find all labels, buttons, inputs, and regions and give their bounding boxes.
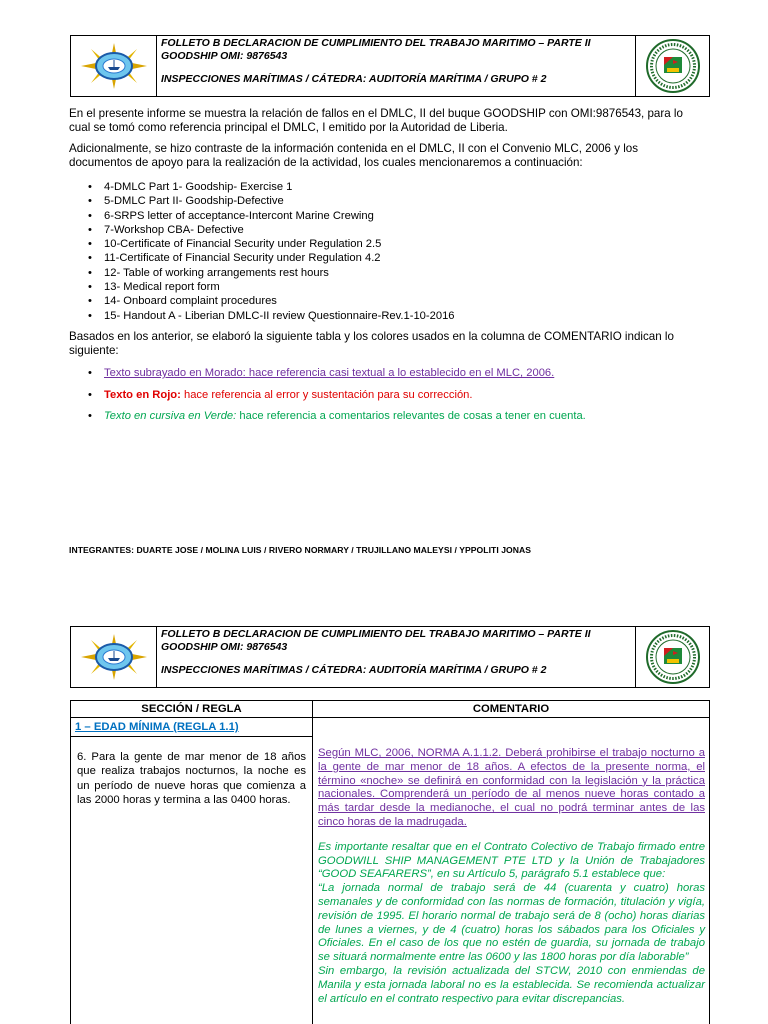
header-text xyxy=(157,36,636,96)
document-list xyxy=(88,180,455,323)
page-header xyxy=(70,35,710,97)
list-item: • 6-SRPS letter of acceptance-Intercont Marine Crewing xyxy=(88,209,455,223)
list-item: • 4-DMLC Part 1- Goodship- Exercise 1 xyxy=(88,180,455,194)
compliance-table xyxy=(70,700,710,1024)
list-item: • 11-Certificate of Financial Security under Regulation 4.2 xyxy=(88,251,455,265)
compass-logo-icon xyxy=(79,41,149,91)
table-row xyxy=(71,718,710,1024)
list-item: • 14- Onboard complaint procedures xyxy=(88,294,455,308)
column-header-comment: COMENTARIO xyxy=(313,701,710,718)
header-subtitle: INSPECCIONES MARÍTIMAS / CÁTEDRA: AUDITORÍA MARÍTIMA / GRUPO # 2 xyxy=(161,73,547,85)
intro-paragraph-2: Adicionalmente, se hizo contraste de la información contenida en el DMLC, II con el Convenio MLC, 2006 y los documentos de apoyo para la realización de la actividad, los cuales mencionaremos a continuación: xyxy=(69,142,639,170)
school-seal-icon xyxy=(645,629,701,685)
header-ship: GOODSHIP OMI: 9876543 xyxy=(161,49,288,62)
list-item: • 15- Handout A - Liberian DMLC-II review Questionnaire-Rev.1-10-2016 xyxy=(88,309,455,323)
header-title: FOLLETO B DECLARACION DE CUMPLIMIENTO DEL TRABAJO MARITIMO – PARTE II xyxy=(161,628,591,640)
intro-paragraph-1: En el presente informe se muestra la relación de fallos en el DMLC, II del buque GOODSHIP con OMI:9876543, para lo cual se tomó como referencia principal el DMLC, I emitido por la Autoridad de Liberia. xyxy=(69,107,683,135)
seal-cell xyxy=(636,627,709,687)
logo-cell xyxy=(71,36,157,96)
section-title: 1 – EDAD MÍNIMA (REGLA 1.1) xyxy=(71,718,312,737)
list-item: • 13- Medical report form xyxy=(88,280,455,294)
comment-note: Es importante resaltar que en el Contrato Colectivo de Trabajo firmado entre GOODWILL SHIP MANAGEMENT PTE LTD y la Unión de Trabajadores “GOOD SEAFARERS”, en su Artículo 5, parágrafo 5.1 establece que: “La jornada normal de trabajo será de 44 (cuarenta y cuatro) horas semanales y de conformidad con las normas de formación, titulación y vigía, revisión de 1995. El horario normal de trabajo será de 8 (ocho) horas diarias de lunes a viernes, y de 4 (cuatro) horas los sábados para los Oficiales y Oficiales. En el caso de los que no estén de guardia, su jornada de trabajo se situará normalmente entre las 0600 y las 1800 horas por día laborable” Sin embargo, la revisión actualizada del STCW, 2010 con enmiendas de Manila y esta jornada laboral no es la establecida. Se recomienda actualizar el artículo en el contrato respectivo para evitar discrepancias. xyxy=(318,840,705,1005)
header-subtitle: INSPECCIONES MARÍTIMAS / CÁTEDRA: AUDITORÍA MARÍTIMA / GRUPO # 2 xyxy=(161,664,547,676)
header-title: FOLLETO B DECLARACION DE CUMPLIMIENTO DEL TRABAJO MARITIMO – PARTE II xyxy=(161,37,591,49)
list-item: • 7-Workshop CBA- Defective xyxy=(88,223,455,237)
section-text: 6. Para la gente de mar menor de 18 años que realiza trabajos nocturnos, la noche es un período de nueve horas que comienza a las 2000 horas y termina a las 0400 horas. xyxy=(77,751,306,806)
comment-cell xyxy=(313,718,710,1024)
column-header-section: SECCIÓN / REGLA xyxy=(71,701,313,718)
list-item: • 5-DMLC Part II- Goodship-Defective xyxy=(88,194,455,208)
legend-green: • Texto en cursiva en Verde: hace referencia a comentarios relevantes de cosas a tener en cuenta. xyxy=(88,409,586,424)
page-header xyxy=(70,626,710,688)
list-item: • 10-Certificate of Financial Security under Regulation 2.5 xyxy=(88,237,455,251)
school-seal-icon xyxy=(645,38,701,94)
comment-mlc-reference: Según MLC, 2006, NORMA A.1.1.2. Deberá prohibirse el trabajo nocturno a la gente de mar menor de 18 años. A efectos de la presente norma, el término «noche» se definirá en conformidad con la legislación y la práctica nacionales. Comprenderá un período de al menos nueve horas contado a más tardar desde la medianoche, el cual no podrá terminar antes de las cinco horas de la madrugada. xyxy=(318,747,705,828)
seal-cell xyxy=(636,36,709,96)
team-members: INTEGRANTES: DUARTE JOSE / MOLINA LUIS / RIVERO NORMARY / TRUJILLANO MALEYSI / YPPOLITI JONAS xyxy=(69,545,532,555)
logo-cell xyxy=(71,627,157,687)
color-legend xyxy=(88,366,586,431)
legend-purple: • Texto subrayado en Morado: hace referencia casi textual a lo establecido en el MLC, 2006. xyxy=(88,366,586,381)
section-cell xyxy=(71,718,313,1024)
compass-logo-icon xyxy=(79,632,149,682)
list-item: • 12- Table of working arrangements rest hours xyxy=(88,266,455,280)
legend-red: • Texto en Rojo: hace referencia al error y sustentación para su corrección. xyxy=(88,388,586,403)
header-text xyxy=(157,627,636,687)
intro-paragraph-3: Basados en los anterior, se elaboró la siguiente tabla y los colores usados en la columna de COMENTARIO indican lo siguiente: xyxy=(69,330,674,358)
header-ship: GOODSHIP OMI: 9876543 xyxy=(161,640,288,653)
